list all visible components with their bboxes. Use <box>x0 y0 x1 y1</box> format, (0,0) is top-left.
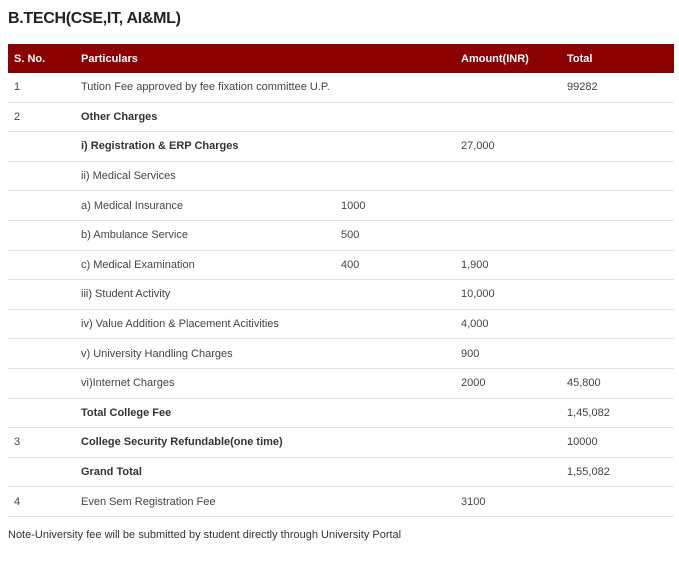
table-row <box>8 428 674 458</box>
cell-sno: 3 <box>8 428 75 458</box>
cell-amount <box>455 73 561 102</box>
cell-amount <box>455 161 561 191</box>
cell-sub-amount <box>335 339 455 369</box>
cell-sub-amount <box>335 73 455 102</box>
cell-sno <box>8 161 75 191</box>
cell-sub-amount <box>335 161 455 191</box>
cell-amount: 4,000 <box>455 309 561 339</box>
cell-total <box>561 280 674 310</box>
cell-amount: 3100 <box>455 487 561 517</box>
cell-amount: 10,000 <box>455 280 561 310</box>
table-body <box>8 73 674 516</box>
cell-sno <box>8 309 75 339</box>
cell-sno <box>8 398 75 428</box>
cell-sub-amount <box>335 368 455 398</box>
header-amount: Amount(INR) <box>455 44 561 73</box>
cell-total <box>561 250 674 280</box>
table-row <box>8 309 674 339</box>
cell-total: 99282 <box>561 73 674 102</box>
cell-total <box>561 161 674 191</box>
page-title: B.TECH(CSE,IT, AI&ML) <box>8 10 181 27</box>
cell-amount: 900 <box>455 339 561 369</box>
table-row <box>8 457 674 487</box>
cell-particular: iii) Student Activity <box>75 280 335 310</box>
cell-sno <box>8 457 75 487</box>
cell-total <box>561 191 674 221</box>
cell-sno: 1 <box>8 73 75 102</box>
table-row <box>8 398 674 428</box>
cell-amount: 1,900 <box>455 250 561 280</box>
cell-amount <box>455 457 561 487</box>
cell-total <box>561 102 674 132</box>
header-blank <box>335 44 455 73</box>
cell-particular: a) Medical Insurance <box>75 191 335 221</box>
table-row <box>8 191 674 221</box>
cell-amount: 2000 <box>455 368 561 398</box>
cell-sno <box>8 132 75 162</box>
cell-amount <box>455 102 561 132</box>
cell-amount: 27,000 <box>455 132 561 162</box>
cell-sno <box>8 220 75 250</box>
cell-particular: Grand Total <box>75 457 335 487</box>
header-total: Total <box>561 44 674 73</box>
table-row <box>8 161 674 191</box>
cell-amount <box>455 398 561 428</box>
cell-sub-amount: 1000 <box>335 191 455 221</box>
cell-sub-amount <box>335 398 455 428</box>
cell-sno <box>8 368 75 398</box>
cell-amount <box>455 220 561 250</box>
cell-amount <box>455 191 561 221</box>
cell-particular: Tution Fee approved by fee fixation committee U.P. <box>75 73 335 102</box>
cell-sub-amount <box>335 102 455 132</box>
table-row <box>8 487 674 517</box>
cell-sno: 2 <box>8 102 75 132</box>
cell-particular: ii) Medical Services <box>75 161 335 191</box>
cell-sno: 4 <box>8 487 75 517</box>
cell-particular: Even Sem Registration Fee <box>75 487 335 517</box>
cell-total <box>561 339 674 369</box>
table-header-row <box>8 44 674 73</box>
cell-sub-amount <box>335 280 455 310</box>
cell-sub-amount: 400 <box>335 250 455 280</box>
cell-sub-amount <box>335 487 455 517</box>
cell-sno <box>8 280 75 310</box>
table-row <box>8 102 674 132</box>
cell-sub-amount <box>335 428 455 458</box>
cell-particular: College Security Refundable(one time) <box>75 428 335 458</box>
cell-total <box>561 309 674 339</box>
cell-total: 1,55,082 <box>561 457 674 487</box>
university-fee-note: Note-University fee will be submitted by student directly through University Portal <box>8 529 402 541</box>
cell-particular: iv) Value Addition & Placement Acitivities <box>75 309 335 339</box>
cell-sno <box>8 191 75 221</box>
cell-total <box>561 220 674 250</box>
cell-sub-amount: 500 <box>335 220 455 250</box>
cell-total <box>561 132 674 162</box>
table-row <box>8 132 674 162</box>
table-row <box>8 280 674 310</box>
table-row <box>8 220 674 250</box>
cell-particular: Total College Fee <box>75 398 335 428</box>
cell-particular: Other Charges <box>75 102 335 132</box>
cell-total: 45,800 <box>561 368 674 398</box>
cell-total <box>561 487 674 517</box>
cell-total: 10000 <box>561 428 674 458</box>
cell-particular: i) Registration & ERP Charges <box>75 132 335 162</box>
cell-particular: c) Medical Examination <box>75 250 335 280</box>
cell-sno <box>8 250 75 280</box>
header-particulars: Particulars <box>75 44 335 73</box>
cell-sub-amount <box>335 309 455 339</box>
cell-particular: b) Ambulance Service <box>75 220 335 250</box>
cell-sub-amount <box>335 457 455 487</box>
cell-amount <box>455 428 561 458</box>
table-row <box>8 250 674 280</box>
cell-sub-amount <box>335 132 455 162</box>
fee-table <box>8 44 674 517</box>
cell-total: 1,45,082 <box>561 398 674 428</box>
cell-sno <box>8 339 75 369</box>
cell-particular: v) University Handling Charges <box>75 339 335 369</box>
table-row <box>8 368 674 398</box>
table-row <box>8 73 674 102</box>
table-row <box>8 339 674 369</box>
header-sno: S. No. <box>8 44 75 73</box>
cell-particular: vi)Internet Charges <box>75 368 335 398</box>
